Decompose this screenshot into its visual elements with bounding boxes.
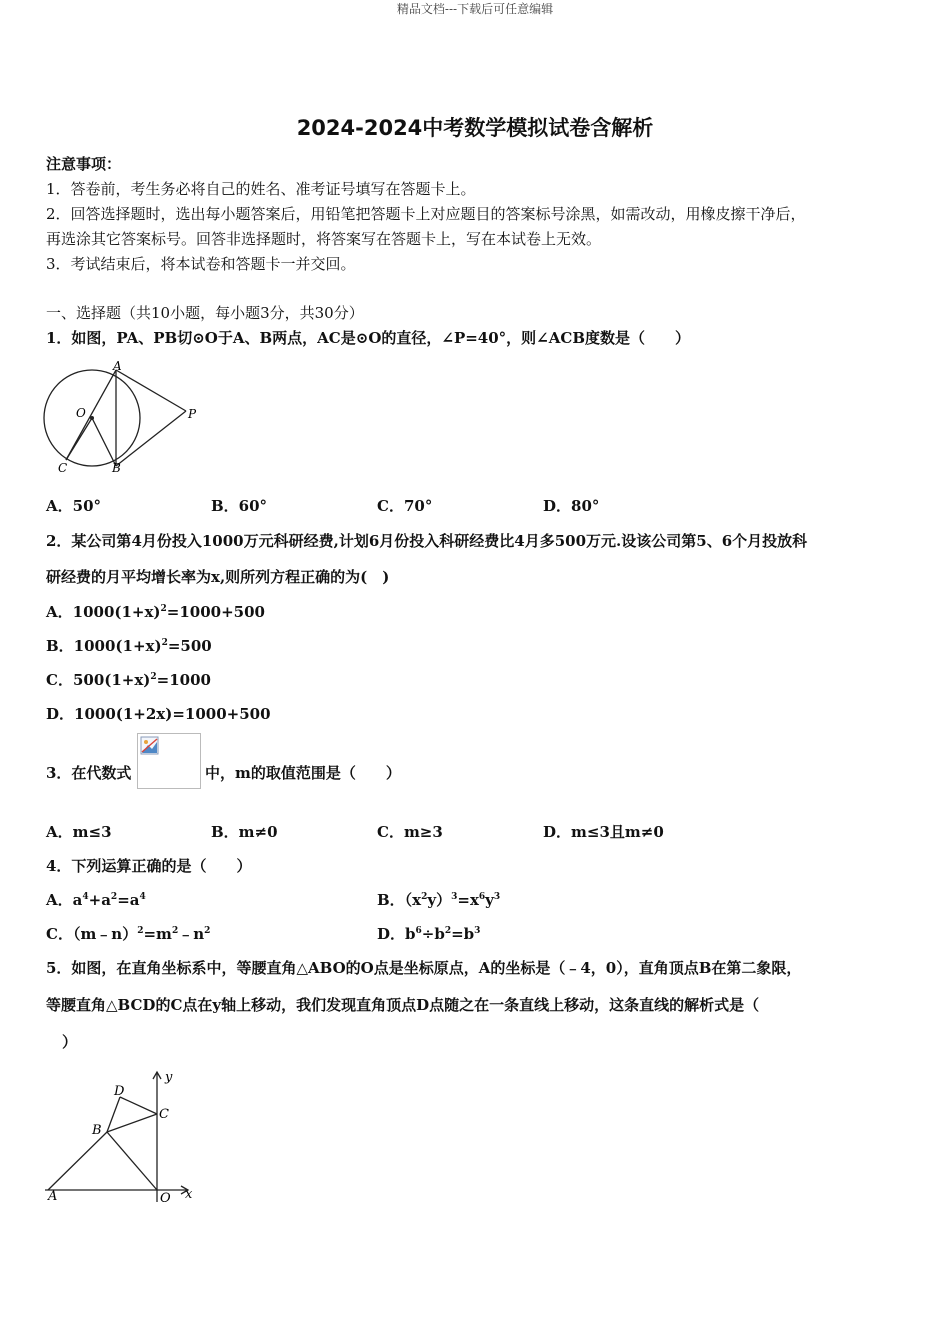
q2-option-d: D．1000(1+2x)=1000+500 [46,705,271,723]
q3-stem-after: 中，m的取值范围是（ ） [205,764,401,782]
q5-label-b: B [92,1123,102,1138]
q3-stem-before: 3．在代数式 [46,764,132,782]
q2-stem-line-2: 研经费的月平均增长率为x,则所列方程正确的为( ) [46,568,390,586]
q1-label-b: B [112,461,121,475]
q1-figure [40,360,205,480]
q3-option-d: D．m≤3且m≠0 [543,823,664,841]
q1-label-o: O [76,406,86,420]
section-heading: 一、选择题（共10小题，每小题3分，共30分） [46,304,364,322]
q4-option-c: C．$(m﹣n)^2=m^2﹣n^2$ [46,925,211,943]
q1-stem: 1．如图，PA、PB切⊙O于A、B两点，AC是⊙O的直径，∠P=40°，则∠ACB度数是（ ） [46,329,690,347]
q1-option-d: D．80° [543,497,600,515]
q4-stem: 4．下列运算正确的是（ ） [46,857,252,875]
note-1: 1．答卷前，考生务必将自己的姓名、准考证号填写在答题卡上。 [46,180,476,198]
q3-option-a: A．m≤3 [46,823,112,841]
q5-stem-line-3: ） [62,1033,78,1051]
q1-option-c: C．70° [377,497,433,515]
note-3: 3．考试结束后，将本试卷和答题卡一并交回。 [46,255,356,273]
q4-option-a: A．$a^4+a^2=a^4$ [46,891,146,909]
q2-stem-line-1: 2．某公司第4月份投入1000万元科研经费,计划6月份投入科研经费比4月多500万元.设该公司第5、6个月投放科 [46,532,808,550]
q1-label-p: P [188,407,197,421]
q3-expression-image [137,733,201,789]
page-header: 精品文档---下载后可任意编辑 [396,2,554,16]
q4-option-d: D．$b^6\div b^2=b^3$ [377,925,481,943]
note-2-line-1: 2．回答选择题时，选出每小题答案后，用铅笔把答题卡上对应题目的答案标号涂黑，如需改动，用橡皮擦干净后， [46,205,806,223]
q5-label-y: y [165,1070,173,1085]
page-title: 2024-2024中考数学模拟试卷含解析 [296,116,654,140]
q1-option-b: B．60° [211,497,268,515]
q2-option-a: A．$1000(1+x)^2=1000+500$ [46,603,265,621]
q3-option-b: B．m≠0 [211,823,278,841]
broken-image-icon [140,736,160,756]
q5-figure [40,1062,205,1207]
q4-option-b: B．$(x^2y)^3=x^6y^3$ [377,891,501,909]
q1-option-a: A．50° [46,497,102,515]
q2-option-c: C．$500(1+x)^2=1000$ [46,671,211,689]
q5-label-o: O [160,1191,171,1206]
q5-label-x: x [185,1187,193,1202]
q1-label-c: C [58,461,68,475]
q5-stem-line-2: 等腰直角△BCD的C点在y轴上移动，我们发现直角顶点D点随之在一条直线上移动，这条直线的解析式是（ [46,996,760,1014]
q5-stem-line-1: 5．如图，在直角坐标系中，等腰直角△ABO的O点是坐标原点，A的坐标是（﹣4，0），直角顶点B在第二象限， [46,959,802,977]
q5-label-d: D [114,1084,125,1099]
q2-option-b: B．$1000(1+x)^2=500$ [46,637,212,655]
q5-label-a: A [48,1189,58,1204]
q3-option-c: C．m≥3 [377,823,443,841]
q1-label-a: A [113,360,122,373]
note-2-line-2: 再选涂其它答案标号。回答非选择题时，将答案写在答题卡上，写在本试卷上无效。 [46,230,602,248]
q5-label-c: C [159,1107,169,1122]
notes-heading: 注意事项： [46,155,122,173]
